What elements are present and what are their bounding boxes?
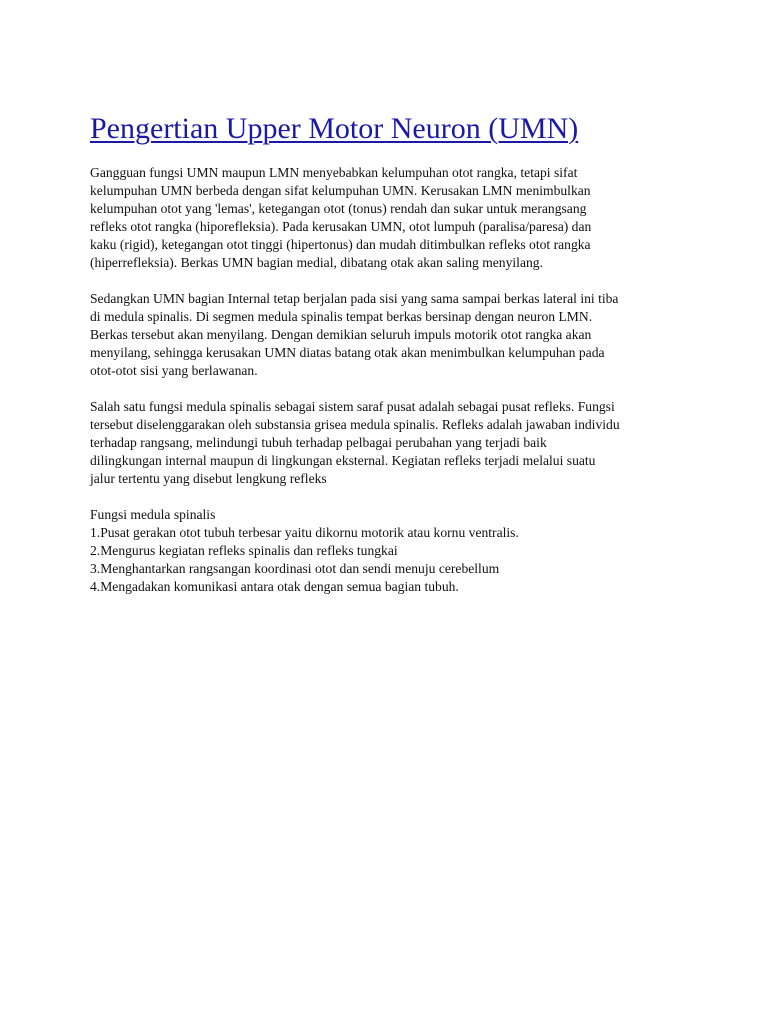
list-item: 3.Menghantarkan rangsangan koordinasi otot dan sendi menuju cerebellum <box>90 561 500 576</box>
document-page <box>90 112 690 596</box>
paragraph-1 <box>90 164 690 272</box>
list-item: 1.Pusat gerakan otot tubuh terbesar yaitu dikornu motorik atau kornu ventralis. <box>90 525 519 540</box>
text-line: terhadap rangsang, melindungi tubuh terhadap pelbagai perubahan yang terjadi baik <box>90 435 547 450</box>
text-line: menyilang, sehingga kerusakan UMN diatas batang otak akan menimbulkan kelumpuhan pada <box>90 345 605 360</box>
text-line: Sedangkan UMN bagian Internal tetap berjalan pada sisi yang sama sampai berkas lateral ini tiba <box>90 291 619 306</box>
text-line: Berkas tersebut akan menyilang. Dengan demikian seluruh impuls motorik otot rangka akan <box>90 327 592 342</box>
text-line: dilingkungan internal maupun di lingkungan eksternal. Kegiatan refleks terjadi melalui suatu <box>90 453 596 468</box>
text-line: otot-otot sisi yang berlawanan. <box>90 363 258 378</box>
text-line: kelumpuhan otot yang 'lemas', ketegangan otot (tonus) rendah dan sukar untuk merangsang <box>90 201 587 216</box>
text-line: Gangguan fungsi UMN maupun LMN menyebabkan kelumpuhan otot rangka, tetapi sifat <box>90 165 578 180</box>
text-line: tersebut diselenggarakan oleh substansia grisea medula spinalis. Refleks adalah jawaban individu <box>90 417 620 432</box>
text-line: di medula spinalis. Di segmen medula spinalis tempat berkas bersinap dengan neuron LMN. <box>90 309 593 324</box>
function-list <box>90 506 690 596</box>
text-line: refleks otot rangka (hiporefleksia). Pada kerusakan UMN, otot lumpuh (paralisa/paresa) dan <box>90 219 592 234</box>
text-line: (hiperrefleksia). Berkas UMN bagian medial, dibatang otak akan saling menyilang. <box>90 255 543 270</box>
list-item: 4.Mengadakan komunikasi antara otak dengan semua bagian tubuh. <box>90 579 459 594</box>
text-line: kelumpuhan UMN berbeda dengan sifat kelumpuhan UMN. Kerusakan LMN menimbulkan <box>90 183 591 198</box>
text-line: jalur tertentu yang disebut lengkung refleks <box>90 471 327 486</box>
paragraph-3 <box>90 398 690 488</box>
list-heading: Fungsi medula spinalis <box>90 507 216 522</box>
text-line: Salah satu fungsi medula spinalis sebagai sistem saraf pusat adalah sebagai pusat refleks. Fungsi <box>90 399 615 414</box>
text-line: kaku (rigid), ketegangan otot tinggi (hipertonus) dan mudah ditimbulkan refleks otot rangka <box>90 237 591 252</box>
page-title[interactable]: Pengertian Upper Motor Neuron (UMN) <box>90 112 579 145</box>
paragraph-2 <box>90 290 690 380</box>
list-item: 2.Mengurus kegiatan refleks spinalis dan refleks tungkai <box>90 543 398 558</box>
